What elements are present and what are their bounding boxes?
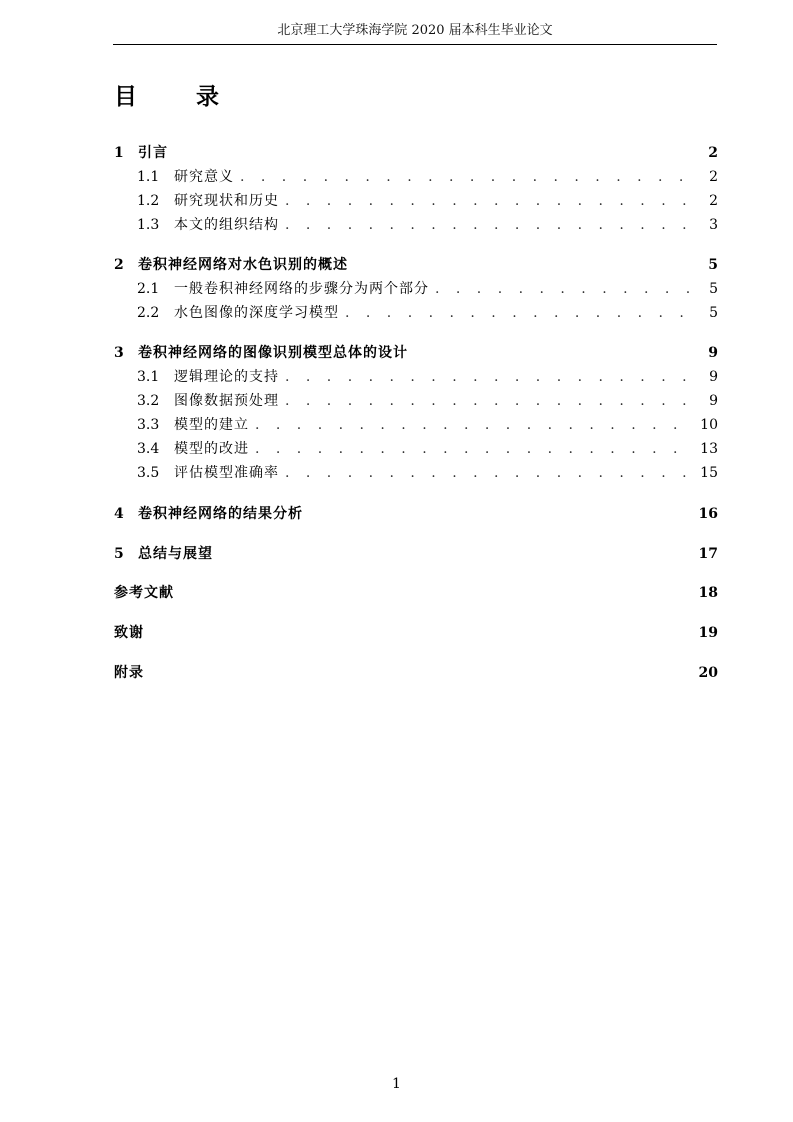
toc-section-entry[interactable]	[137, 367, 718, 387]
toc-entry-title: 卷积神经网络的图像识别模型总体的设计	[138, 345, 408, 361]
toc-entry-page: 18	[698, 585, 718, 601]
toc-entry-number: 1.3	[137, 217, 160, 233]
toc-entry-page: 3	[709, 217, 718, 233]
toc-entry-number: 1.1	[137, 169, 160, 185]
toc-chapter-entry[interactable]	[114, 143, 718, 163]
toc-chapter-entry[interactable]	[114, 623, 718, 643]
toc-entry-page: 5	[709, 281, 718, 297]
toc-dot-leader	[255, 439, 694, 459]
toc-chapter-entry[interactable]	[114, 663, 718, 683]
toc-entry-page: 10	[700, 417, 718, 433]
toc-entry-page: 2	[709, 169, 718, 185]
toc-entry-title: 水色图像的深度学习模型	[174, 305, 339, 321]
toc-chapter-entry[interactable]	[114, 504, 718, 524]
page-number: 1	[392, 1076, 401, 1092]
toc-section-entry[interactable]	[137, 303, 718, 323]
toc-entry-page: 2	[709, 193, 718, 209]
toc-entry-page: 5	[708, 257, 718, 273]
toc-entry-page: 9	[709, 393, 718, 409]
toc-entry-page: 17	[698, 546, 718, 562]
toc-entry-page: 9	[709, 369, 718, 385]
toc-entry-number: 3.3	[137, 417, 160, 433]
toc-chapter-entry[interactable]	[114, 544, 718, 564]
toc-dot-leader	[240, 167, 696, 187]
toc-section-entry[interactable]	[137, 167, 718, 187]
toc-entry-page: 13	[700, 441, 718, 457]
toc-chapter-entry[interactable]	[114, 255, 718, 275]
toc-dot-leader	[285, 215, 696, 235]
toc-dot-leader	[285, 367, 696, 387]
toc-dot-leader	[285, 391, 696, 411]
toc-entry-title: 评估模型准确率	[174, 465, 279, 481]
toc-entry-page: 9	[708, 345, 718, 361]
toc-chapter-entry[interactable]	[114, 583, 718, 603]
toc-chapter-entry[interactable]	[114, 343, 718, 363]
toc-entry-title: 引言	[138, 145, 168, 161]
toc-entry-number: 2.2	[137, 305, 160, 321]
toc-dot-leader	[345, 303, 696, 323]
toc-entry-title: 致谢	[114, 625, 144, 641]
toc-entry-page: 16	[698, 506, 718, 522]
toc-entry-number: 3.1	[137, 369, 160, 385]
toc-dot-leader	[435, 279, 696, 299]
toc-entry-title: 一般卷积神经网络的步骤分为两个部分	[174, 281, 429, 297]
toc-section-entry[interactable]	[137, 463, 718, 483]
toc-entry-title: 卷积神经网络的结果分析	[138, 506, 303, 522]
toc-entry-number: 3.2	[137, 393, 160, 409]
toc-entry-title: 总结与展望	[138, 546, 213, 562]
toc-section-entry[interactable]	[137, 279, 718, 299]
toc-entry-title: 卷积神经网络对水色识别的概述	[138, 257, 348, 273]
toc-entry-page: 5	[709, 305, 718, 321]
toc-section-entry[interactable]	[137, 391, 718, 411]
toc-section-entry[interactable]	[137, 215, 718, 235]
toc-section-entry[interactable]	[137, 191, 718, 211]
toc-entry-page: 19	[698, 625, 718, 641]
toc-entry-title: 参考文献	[114, 585, 174, 601]
toc-entry-title: 研究现状和历史	[174, 193, 279, 209]
header-rule	[113, 44, 717, 45]
toc-entry-number: 2.1	[137, 281, 160, 297]
toc-section-entry[interactable]	[137, 439, 718, 459]
toc-entry-page: 15	[700, 465, 718, 481]
toc-entry-number: 1.2	[137, 193, 160, 209]
toc-entry-title: 模型的建立	[174, 417, 249, 433]
toc-entry-title: 逻辑理论的支持	[174, 369, 279, 385]
toc-entry-number: 3.5	[137, 465, 160, 481]
toc-section-entry[interactable]	[137, 415, 718, 435]
toc-entry-page: 20	[698, 665, 718, 681]
toc-entry-number: 2	[114, 257, 124, 273]
toc-entry-title: 附录	[114, 665, 144, 681]
toc-dot-leader	[255, 415, 694, 435]
toc-entry-number: 3	[114, 345, 124, 361]
running-header: 北京理工大学珠海学院 2020 届本科生毕业论文	[277, 23, 553, 38]
toc-entry-title: 图像数据预处理	[174, 393, 279, 409]
toc-entry-page: 2	[708, 145, 718, 161]
toc-dot-leader	[285, 463, 694, 483]
toc-title: 目 录	[114, 83, 237, 110]
toc-entry-title: 本文的组织结构	[174, 217, 279, 233]
toc-entry-number: 1	[114, 145, 124, 161]
toc-entry-number: 3.4	[137, 441, 160, 457]
toc-entry-title: 模型的改进	[174, 441, 249, 457]
toc-entry-number: 5	[114, 546, 124, 562]
toc-entry-title: 研究意义	[174, 169, 234, 185]
toc-entry-number: 4	[114, 506, 124, 522]
toc-dot-leader	[285, 191, 696, 211]
